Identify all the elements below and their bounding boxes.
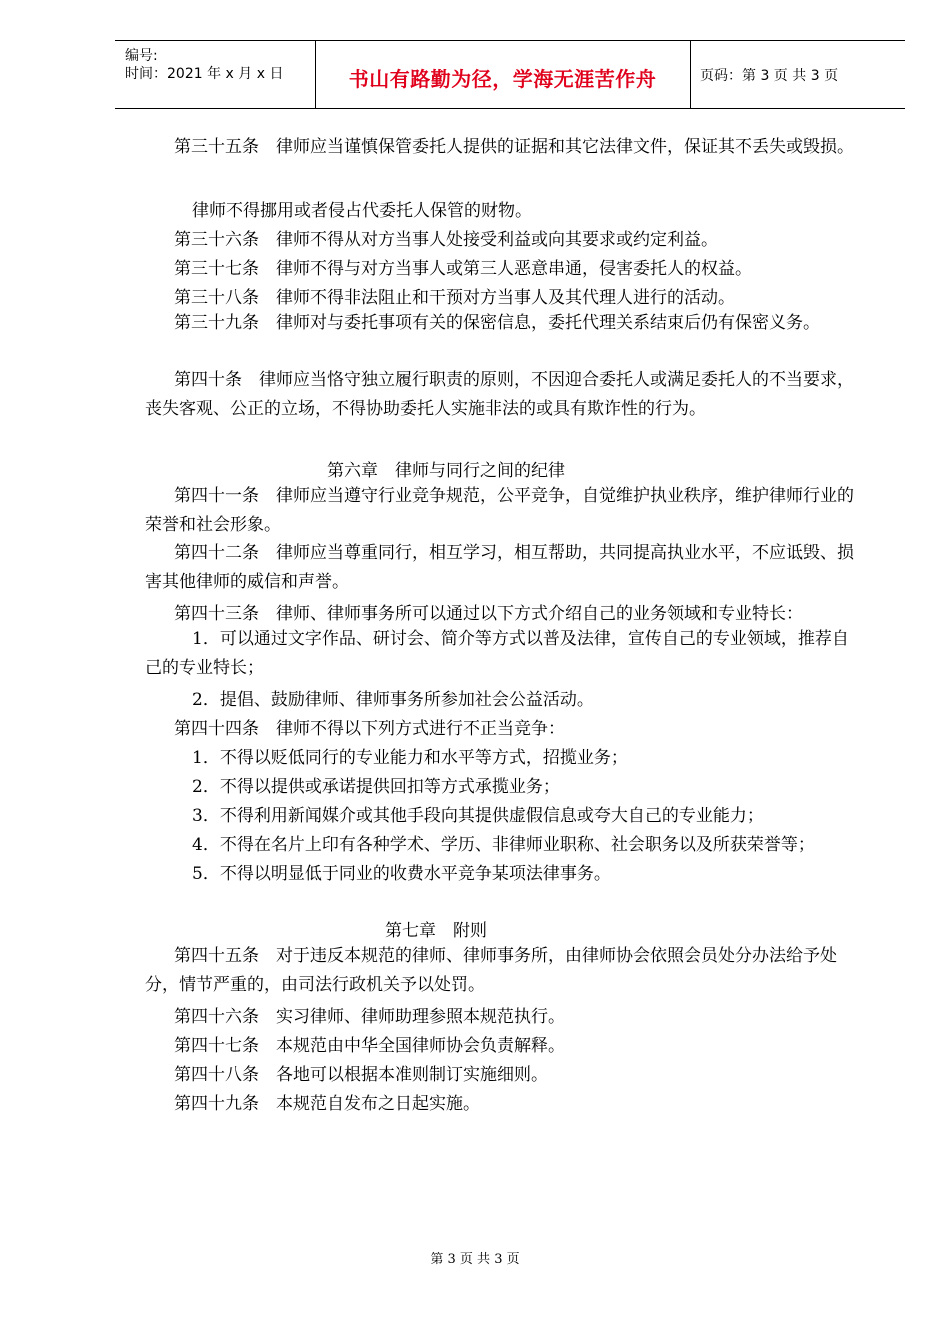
header-page-cell: [690, 41, 905, 108]
article-38: 第三十八条 律师不得非法阻止和干预对方当事人及其代理人进行的活动。: [174, 288, 735, 308]
article-44-item-3: 3．不得利用新闻媒介或其他手段向其提供虚假信息或夸大自己的专业能力；: [192, 806, 764, 826]
header-slogan-cell: [315, 41, 691, 108]
article-44-item-1: 1．不得以贬低同行的专业能力和水平等方式，招揽业务；: [192, 748, 628, 768]
article-43: 第四十三条 律师、律师事务所可以通过以下方式介绍自己的业务领域和专业特长：: [174, 604, 803, 624]
header-meta: [115, 41, 316, 108]
page-footer: 第 3 页 共 3 页: [430, 1252, 520, 1267]
header-slogan: 书山有路勤为径，学海无涯苦作舟: [348, 67, 657, 91]
article-43-item-2: 2．提倡、鼓励律师、律师事务所参加社会公益活动。: [192, 690, 594, 710]
article-40: 第四十条 律师应当恪守独立履行职责的原则，不因迎合委托人或满足委托人的不当要求，丧失客观、公正的立场，不得协助委托人实施非法的或具有欺诈性的行为。: [145, 370, 854, 419]
article-39: 第三十九条 律师对与委托事项有关的保密信息，委托代理关系结束后仍有保密义务。: [174, 313, 820, 333]
article-44-item-2: 2．不得以提供或承诺提供回扣等方式承揽业务；: [192, 777, 560, 797]
date-line: 时间：2021 年 x 月 x 日: [125, 66, 284, 82]
article-47: 第四十七条 本规范由中华全国律师协会负责解释。: [174, 1036, 565, 1056]
article-48: 第四十八条 各地可以根据本准则制订实施细则。: [174, 1065, 548, 1085]
article-35: 第三十五条 律师应当谨慎保管委托人提供的证据和其它法律文件，保证其不丢失或毁损。: [174, 137, 854, 157]
article-46: 第四十六条 实习律师、律师助理参照本规范执行。: [174, 1007, 565, 1027]
article-36: 第三十六条 律师不得从对方当事人处接受利益或向其要求或约定利益。: [174, 230, 718, 250]
article-42: 第四十二条 律师应当尊重同行，相互学习，相互帮助，共同提高执业水平，不应诋毁、损害其他律师的威信和声誉。: [145, 543, 854, 592]
number-label: 编号:: [125, 48, 158, 64]
page-header: [115, 40, 905, 109]
article-44-item-5: 5．不得以明显低于同业的收费水平竞争某项法律事务。: [192, 864, 611, 884]
article-44: 第四十四条 律师不得以下列方式进行不正当竞争：: [174, 719, 565, 739]
article-45: 第四十五条 对于违反本规范的律师、律师事务所，由律师协会依照会员处分办法给予处分，情节严重的，由司法行政机关予以处罚。: [145, 946, 837, 995]
article-41: 第四十一条 律师应当遵守行业竞争规范，公平竞争，自觉维护执业秩序，维护律师行业的荣誉和社会形象。: [145, 486, 854, 535]
chapter-7-heading: 第七章 附则: [385, 921, 487, 941]
article-37: 第三十七条 律师不得与对方当事人或第三人恶意串通，侵害委托人的权益。: [174, 259, 752, 279]
article-44-item-4: 4．不得在名片上印有各种学术、学历、非律师业职称、社会职务以及所获荣誉等；: [192, 835, 815, 855]
article-35-para2: 律师不得挪用或者侵占代委托人保管的财物。: [192, 201, 532, 221]
chapter-6-heading: 第六章 律师与同行之间的纪律: [327, 461, 565, 481]
article-43-item-1: 1．可以通过文字作品、研讨会、简介等方式以普及法律，宣传自己的专业领域，推荐自己的专业特长；: [145, 629, 849, 678]
header-page-info: 页码：第 3 页 共 3 页: [700, 68, 839, 84]
article-49: 第四十九条 本规范自发布之日起实施。: [174, 1094, 480, 1114]
